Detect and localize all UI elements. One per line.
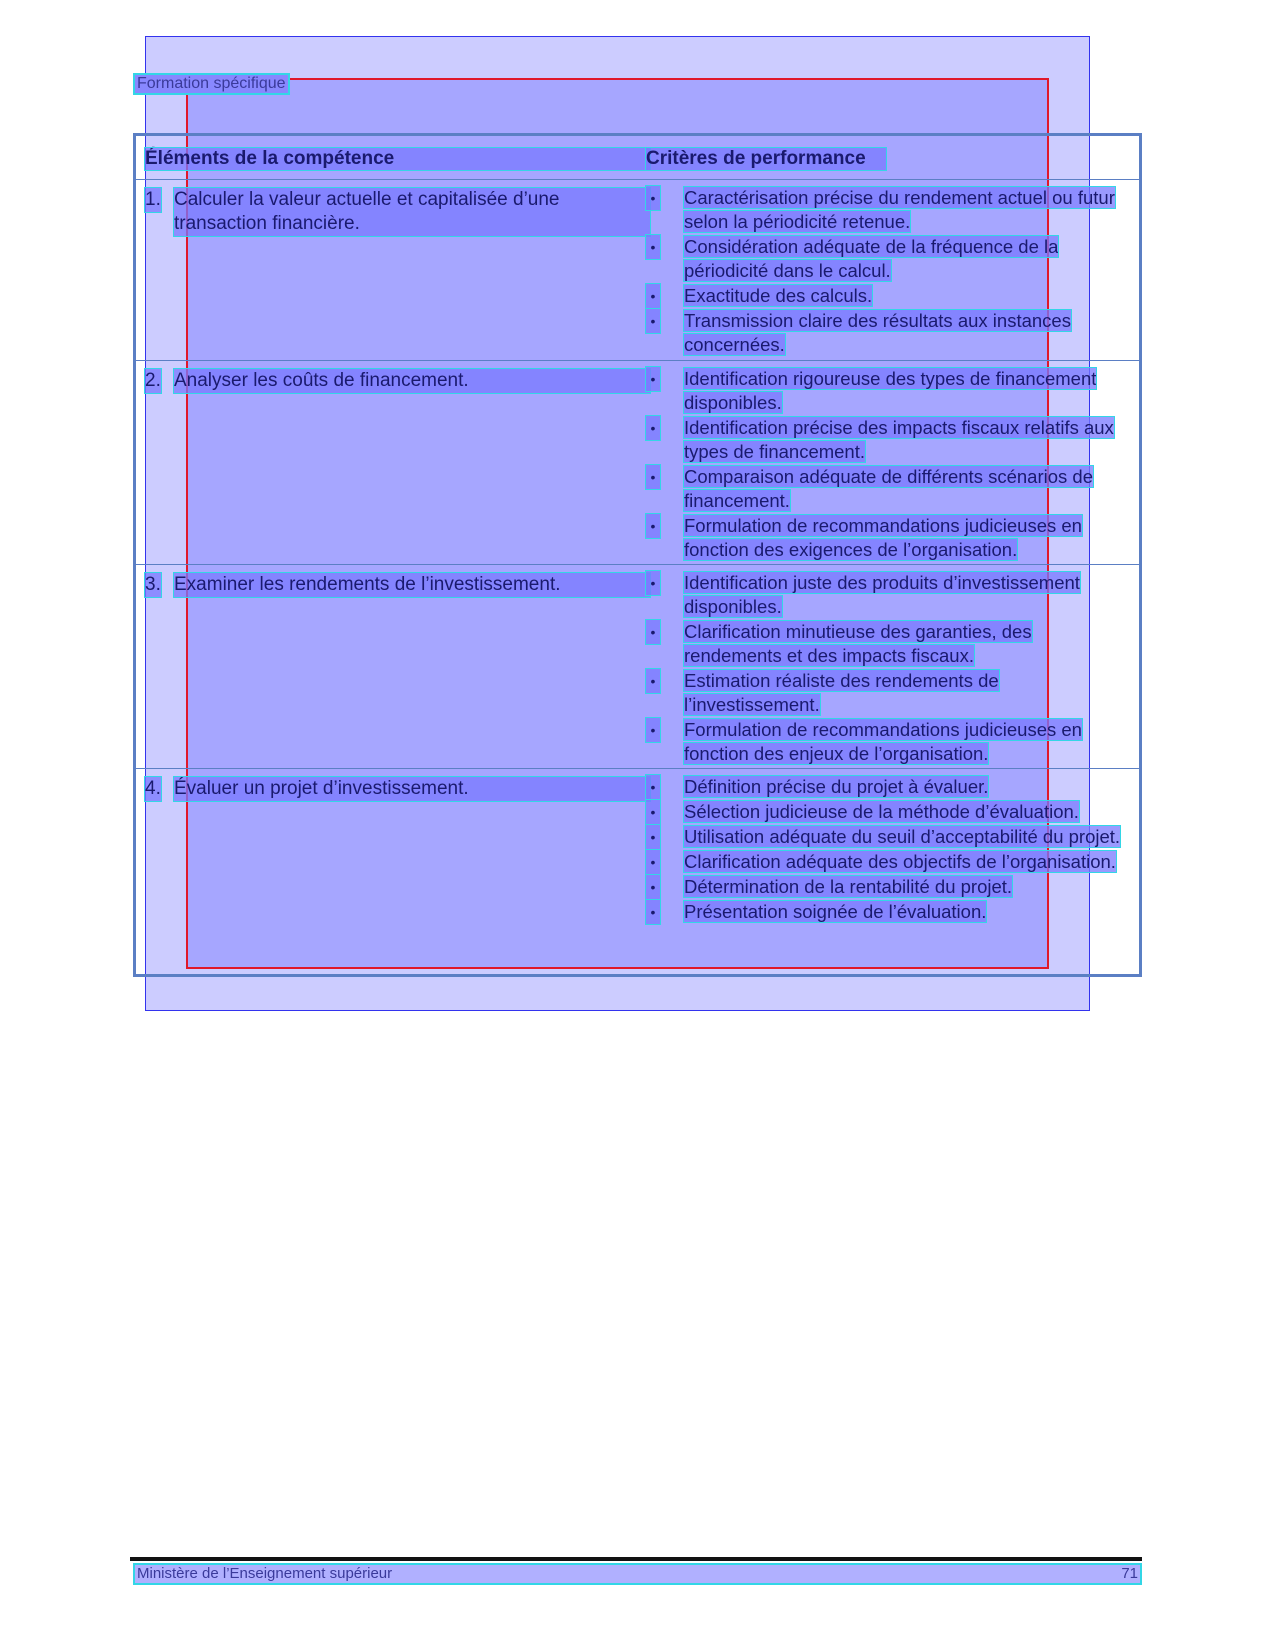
criteria-list-1 [646, 186, 1131, 358]
element-row-4 [145, 777, 650, 801]
criterion-item [646, 514, 1131, 562]
element-text: Calculer la valeur actuelle et capitalisée d’une transaction financière. [174, 188, 650, 236]
element-row-2 [145, 369, 650, 393]
criterion-item [646, 775, 1131, 799]
criterion-text: Détermination de la rentabilité du projet. [684, 876, 1013, 897]
criterion-text: Formulation de recommandations judicieuses en fonction des enjeux de l’organisation. [684, 719, 1082, 764]
bullet-icon: • [646, 669, 660, 693]
criterion-text: Comparaison adéquate de différents scénarios de financement. [684, 466, 1093, 511]
row-divider [133, 768, 1142, 769]
element-text: Examiner les rendements de l’investissement. [174, 573, 650, 597]
bullet-icon: • [646, 900, 660, 924]
criterion-item [646, 718, 1131, 766]
criterion-text: Transmission claire des résultats aux instances concernées. [684, 310, 1071, 355]
criterion-item [646, 825, 1131, 849]
criterion-item [646, 850, 1131, 874]
criterion-text: Définition précise du projet à évaluer. [684, 776, 989, 797]
element-row-1 [145, 188, 650, 236]
element-number: 3. [145, 574, 161, 595]
criteria-list-3 [646, 571, 1131, 767]
criterion-text: Utilisation adéquate du seuil d’acceptabilité du projet. [684, 826, 1121, 847]
page-footer [135, 1565, 1140, 1583]
header-divider [133, 179, 1142, 180]
bullet-icon: • [646, 875, 660, 899]
bullet-icon: • [646, 718, 660, 742]
footer-ministry: Ministère de l’Enseignement supérieur [137, 1565, 393, 1582]
element-text: Analyser les coûts de financement. [174, 369, 650, 393]
criteria-list-4 [646, 775, 1131, 925]
section-label: Formation spécifique [137, 75, 286, 92]
criteria-list-2 [646, 367, 1131, 563]
element-text: Évaluer un projet d’investissement. [174, 777, 650, 801]
element-number: 4. [145, 778, 161, 799]
criterion-text: Estimation réaliste des rendements de l’investissement. [684, 670, 999, 715]
header-criteria: Critères de performance [646, 148, 886, 170]
criterion-item [646, 309, 1131, 357]
footer-rule [130, 1557, 1142, 1561]
bullet-icon: • [646, 850, 660, 874]
bullet-icon: • [646, 235, 660, 259]
bullet-icon: • [646, 186, 660, 210]
criterion-text: Formulation de recommandations judicieuses en fonction des exigences de l’organisation. [684, 515, 1082, 560]
row-divider [133, 360, 1142, 361]
criterion-item [646, 571, 1131, 619]
bullet-icon: • [646, 465, 660, 489]
bullet-icon: • [646, 367, 660, 391]
criterion-item [646, 416, 1131, 464]
criterion-item [646, 235, 1131, 283]
page-number: 71 [1121, 1565, 1138, 1582]
criterion-text: Identification juste des produits d’investissement disponibles. [684, 572, 1080, 617]
criterion-text: Clarification adéquate des objectifs de l’organisation. [684, 851, 1116, 872]
criterion-text: Identification rigoureuse des types de financement disponibles. [684, 368, 1097, 413]
criterion-item [646, 669, 1131, 717]
criterion-item [646, 875, 1131, 899]
criterion-text: Caractérisation précise du rendement actuel ou futur selon la périodicité retenue. [684, 187, 1115, 232]
bullet-icon: • [646, 416, 660, 440]
criterion-text: Clarification minutieuse des garanties, des rendements et des impacts fiscaux. [684, 621, 1032, 666]
bullet-icon: • [646, 800, 660, 824]
bullet-icon: • [646, 309, 660, 333]
criterion-text: Sélection judicieuse de la méthode d’évaluation. [684, 801, 1079, 822]
criterion-item [646, 465, 1131, 513]
element-row-3 [145, 573, 650, 597]
element-number: 1. [145, 189, 161, 210]
criterion-item [646, 186, 1131, 234]
criterion-item [646, 367, 1131, 415]
criterion-text: Considération adéquate de la fréquence de la périodicité dans le calcul. [684, 236, 1059, 281]
bullet-icon: • [646, 571, 660, 595]
bullet-icon: • [646, 284, 660, 308]
criterion-item [646, 620, 1131, 668]
criterion-item [646, 800, 1131, 824]
criterion-text: Identification précise des impacts fiscaux relatifs aux types de financement. [684, 417, 1114, 462]
criterion-item [646, 900, 1131, 924]
element-number: 2. [145, 370, 161, 391]
bullet-icon: • [646, 825, 660, 849]
header-elements: Éléments de la compétence [145, 148, 650, 170]
criterion-text: Exactitude des calculs. [684, 285, 873, 306]
bullet-icon: • [646, 620, 660, 644]
bullet-icon: • [646, 514, 660, 538]
row-divider [133, 564, 1142, 565]
criterion-text: Présentation soignée de l’évaluation. [684, 901, 987, 922]
bullet-icon: • [646, 775, 660, 799]
criterion-item [646, 284, 1131, 308]
